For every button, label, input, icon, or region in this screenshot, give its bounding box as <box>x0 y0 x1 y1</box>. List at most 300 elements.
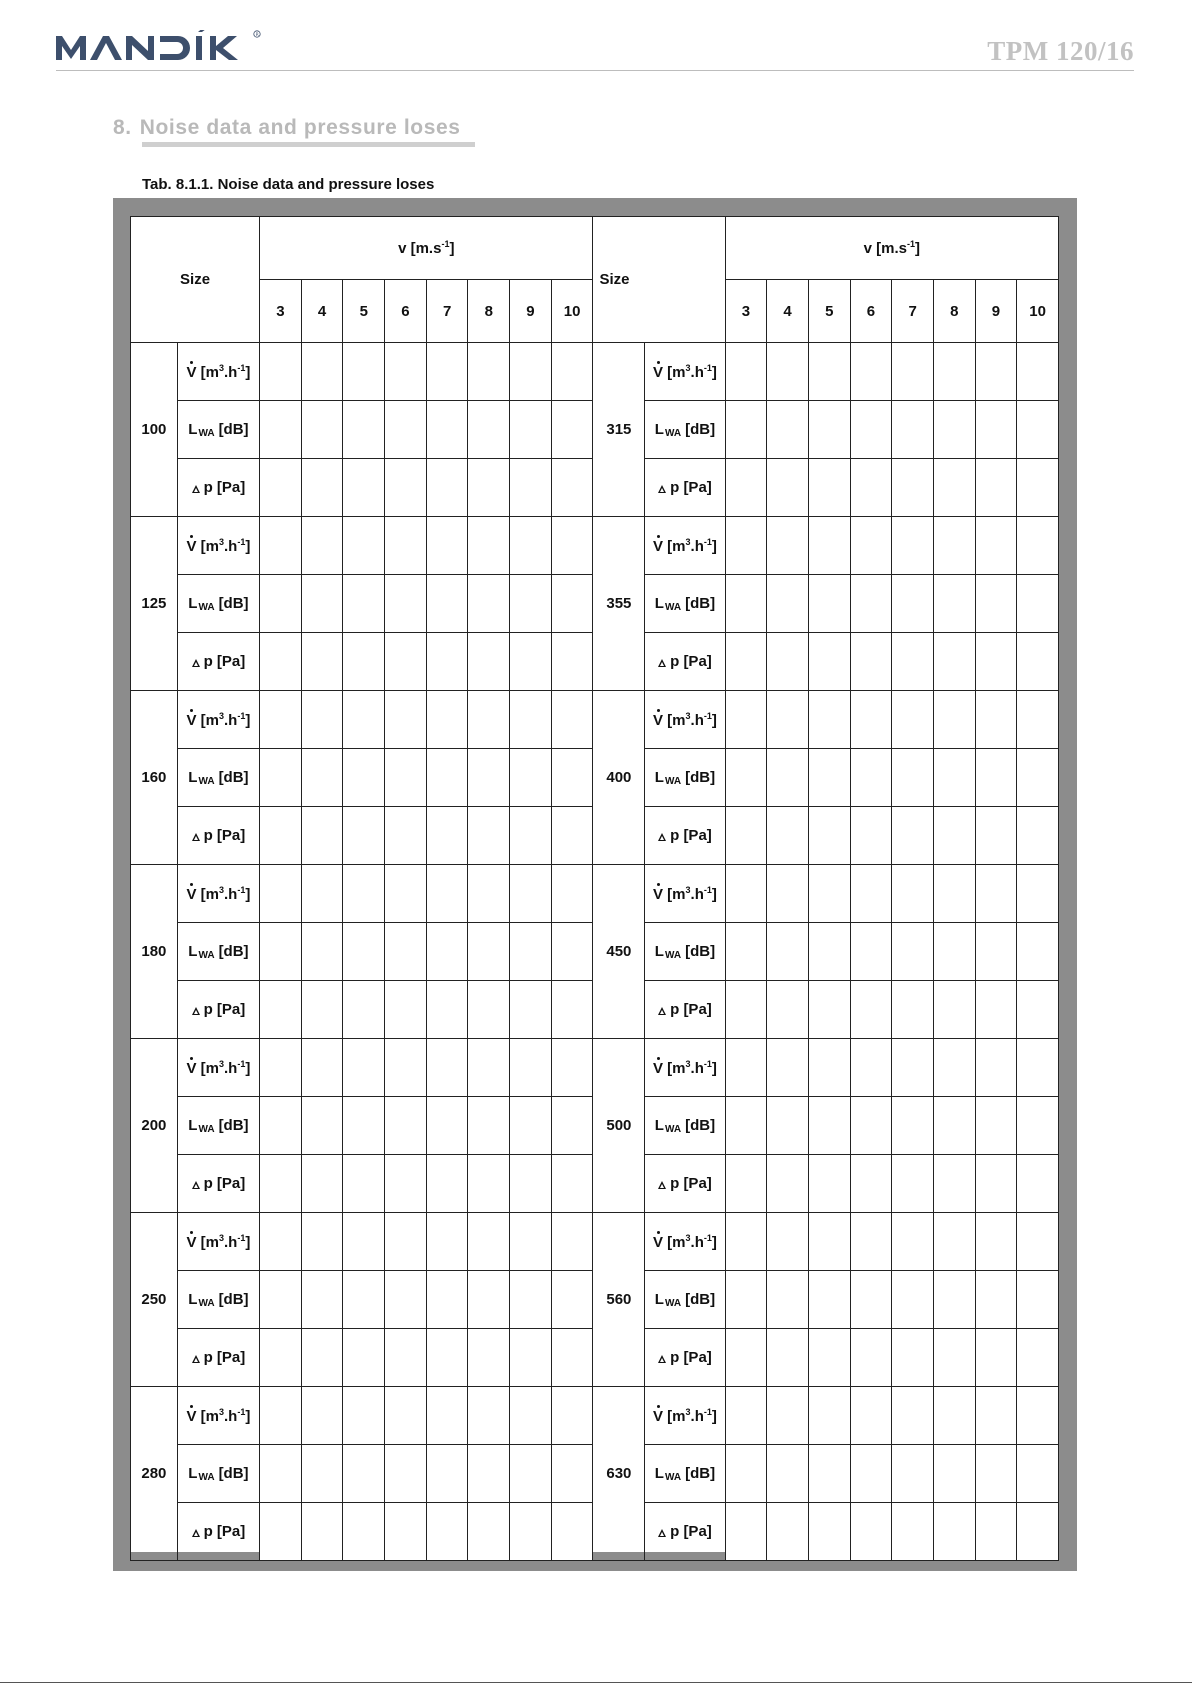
quantity-flow-label <box>645 1213 725 1271</box>
noise-subscript: WA <box>664 1123 682 1135</box>
quantity-noise-label <box>177 401 259 459</box>
data-cell <box>551 923 593 981</box>
flow-unit-mid: .h <box>690 711 704 729</box>
data-cell <box>850 401 892 459</box>
flow-symbol: V <box>186 885 197 903</box>
flow-unit-exp2: -1 <box>703 536 712 547</box>
data-cell <box>426 1097 468 1155</box>
data-cell <box>468 343 510 401</box>
quantity-noise-label <box>645 1097 725 1155</box>
data-cell <box>301 691 343 749</box>
data-cell <box>933 1271 975 1329</box>
data-cell <box>1017 1503 1059 1561</box>
data-cell <box>385 981 427 1039</box>
noise-symbol: L <box>654 942 664 960</box>
data-cell <box>260 923 302 981</box>
flow-unit-post: ] <box>711 1407 717 1425</box>
flow-unit-pre: [m <box>667 885 686 903</box>
quantity-flow-label <box>645 517 725 575</box>
data-cell <box>767 1213 809 1271</box>
flow-unit-exp1: 3 <box>219 710 225 721</box>
size-value-right: 400 <box>593 691 645 865</box>
quantity-noise-label <box>177 1097 259 1155</box>
data-cell <box>551 981 593 1039</box>
data-cell <box>975 923 1017 981</box>
pressure-symbol: p <box>670 653 680 670</box>
flow-unit-pre: [m <box>200 1059 219 1077</box>
noise-unit: [dB] <box>685 768 716 786</box>
flow-unit-pre: [m <box>200 1407 219 1425</box>
data-cell <box>468 401 510 459</box>
data-cell <box>892 1329 934 1387</box>
data-cell <box>933 401 975 459</box>
data-cell <box>468 981 510 1039</box>
data-cell <box>975 1271 1017 1329</box>
data-cell <box>767 749 809 807</box>
data-cell <box>850 923 892 981</box>
data-cell <box>426 807 468 865</box>
data-cell <box>260 1503 302 1561</box>
velocity-value: 6 <box>385 280 427 343</box>
data-cell <box>468 1445 510 1503</box>
data-cell <box>1017 1387 1059 1445</box>
data-cell <box>1017 865 1059 923</box>
noise-subscript: WA <box>198 601 215 613</box>
data-cell <box>260 459 302 517</box>
data-cell <box>551 1155 593 1213</box>
data-cell <box>426 1445 468 1503</box>
noise-subscript: WA <box>198 949 215 961</box>
data-cell <box>385 1445 427 1503</box>
noise-symbol: L <box>654 768 664 786</box>
data-cell <box>343 1503 385 1561</box>
data-cell <box>808 807 850 865</box>
data-cell <box>767 343 809 401</box>
delta-icon <box>658 1529 666 1537</box>
velocity-value: 10 <box>1017 280 1059 343</box>
data-cell <box>385 517 427 575</box>
pressure-unit: [Pa] <box>216 1523 246 1540</box>
data-cell <box>1017 1039 1059 1097</box>
footer-divider <box>0 1682 1192 1683</box>
data-cell <box>301 1213 343 1271</box>
document-code: TPM 120/16 <box>987 36 1134 66</box>
data-cell <box>343 691 385 749</box>
velocity-header-text: v [m.s <box>398 240 442 257</box>
flow-unit-pre: [m <box>667 711 686 729</box>
flow-unit-exp1: 3 <box>219 536 225 547</box>
velocity-header-left: v $[m.s^{-1}]$ <box>260 217 593 280</box>
data-cell <box>1017 981 1059 1039</box>
flow-unit-mid: .h <box>690 1407 704 1425</box>
data-cell <box>468 807 510 865</box>
data-cell <box>551 633 593 691</box>
delta-icon <box>192 1529 200 1537</box>
quantity-noise-label <box>645 575 725 633</box>
pressure-unit: [Pa] <box>683 1175 712 1192</box>
data-cell <box>892 1271 934 1329</box>
table-row <box>131 1387 1059 1445</box>
data-cell <box>933 981 975 1039</box>
data-cell <box>385 1503 427 1561</box>
flow-symbol: V <box>652 711 663 729</box>
noise-unit: [dB] <box>218 1116 249 1134</box>
pressure-unit: [Pa] <box>216 827 246 844</box>
data-cell <box>933 691 975 749</box>
velocity-value: 4 <box>301 280 343 343</box>
data-cell <box>551 749 593 807</box>
flow-unit-exp1: 3 <box>685 536 691 547</box>
data-cell <box>260 691 302 749</box>
data-cell <box>551 1213 593 1271</box>
data-cell <box>343 865 385 923</box>
data-cell <box>260 865 302 923</box>
quantity-pressure-label <box>177 633 259 691</box>
data-cell <box>385 749 427 807</box>
data-cell <box>301 1039 343 1097</box>
quantity-flow-label <box>645 691 725 749</box>
pressure-unit: [Pa] <box>216 479 246 496</box>
flow-unit-pre: [m <box>200 363 219 381</box>
data-cell <box>975 575 1017 633</box>
data-cell <box>343 1271 385 1329</box>
data-cell <box>933 1503 975 1561</box>
flow-unit-post: ] <box>245 1233 251 1251</box>
pressure-unit: [Pa] <box>683 1001 712 1018</box>
quantity-noise-label <box>177 1445 259 1503</box>
data-cell <box>301 923 343 981</box>
delta-icon <box>192 1007 200 1015</box>
flow-unit-post: ] <box>245 885 251 903</box>
flow-unit-pre: [m <box>200 711 219 729</box>
noise-unit: [dB] <box>685 1116 716 1134</box>
table-frame <box>113 198 1077 1571</box>
data-cell <box>385 1387 427 1445</box>
data-cell <box>426 343 468 401</box>
quantity-flow-label <box>177 517 259 575</box>
data-cell <box>510 343 552 401</box>
data-cell <box>850 459 892 517</box>
data-cell <box>767 517 809 575</box>
velocity-value: 3 <box>260 280 302 343</box>
flow-unit-post: ] <box>711 363 717 381</box>
data-cell <box>510 807 552 865</box>
table-caption: Tab. 8.1.1. Noise data and pressure loses <box>142 176 435 193</box>
data-cell <box>850 1039 892 1097</box>
pressure-unit: [Pa] <box>216 1175 246 1192</box>
pressure-unit: [Pa] <box>683 1523 712 1540</box>
data-cell <box>301 1503 343 1561</box>
noise-symbol: L <box>188 768 198 786</box>
data-cell <box>343 1445 385 1503</box>
data-cell <box>892 1039 934 1097</box>
data-cell <box>808 575 850 633</box>
flow-symbol: V <box>186 537 197 555</box>
quantity-pressure-label <box>177 1155 259 1213</box>
noise-symbol: L <box>188 942 198 960</box>
pressure-unit: [Pa] <box>216 1001 246 1018</box>
data-cell <box>933 923 975 981</box>
pressure-unit: [Pa] <box>683 653 712 670</box>
size-value-left: 250 <box>131 1213 178 1387</box>
quantity-flow-label <box>645 1039 725 1097</box>
data-cell <box>975 517 1017 575</box>
size-value-left: 100 <box>131 343 178 517</box>
data-cell <box>385 691 427 749</box>
quantity-noise-label <box>645 1445 725 1503</box>
data-cell <box>933 575 975 633</box>
flow-unit-mid: .h <box>224 1233 238 1251</box>
pressure-symbol: p <box>203 827 213 844</box>
noise-symbol: L <box>654 1290 664 1308</box>
flow-unit-post: ] <box>245 537 251 555</box>
quantity-pressure-label <box>645 981 725 1039</box>
data-cell <box>301 807 343 865</box>
data-cell <box>725 343 767 401</box>
data-cell <box>426 981 468 1039</box>
data-cell <box>975 401 1017 459</box>
data-cell <box>510 865 552 923</box>
data-cell <box>975 865 1017 923</box>
quantity-pressure-label <box>177 1503 259 1561</box>
size-header-right: Size <box>593 217 725 343</box>
section-heading <box>113 116 461 140</box>
flow-unit-mid: .h <box>690 1059 704 1077</box>
noise-symbol: L <box>188 1290 198 1308</box>
flow-unit-post: ] <box>711 1233 717 1251</box>
quantity-pressure-label <box>645 633 725 691</box>
data-cell <box>725 1445 767 1503</box>
pressure-symbol: p <box>203 479 213 496</box>
data-cell <box>767 923 809 981</box>
data-cell <box>551 1445 593 1503</box>
flow-unit-exp2: -1 <box>703 1058 712 1069</box>
data-cell <box>385 1329 427 1387</box>
data-cell <box>301 633 343 691</box>
quantity-noise-label <box>645 923 725 981</box>
data-cell <box>1017 401 1059 459</box>
mandik-logo <box>56 30 271 70</box>
pressure-unit: [Pa] <box>216 1349 246 1366</box>
data-cell <box>808 749 850 807</box>
data-cell <box>892 575 934 633</box>
noise-symbol: L <box>654 1464 664 1482</box>
data-cell <box>343 575 385 633</box>
noise-symbol: L <box>654 1116 664 1134</box>
noise-subscript: WA <box>664 601 682 613</box>
data-cell <box>551 401 593 459</box>
flow-symbol: V <box>652 885 663 903</box>
data-cell <box>385 459 427 517</box>
data-cell <box>975 981 1017 1039</box>
quantity-pressure-label <box>645 1503 725 1561</box>
data-cell <box>767 691 809 749</box>
pressure-symbol: p <box>203 1001 213 1018</box>
noise-subscript: WA <box>664 949 682 961</box>
data-cell <box>933 1213 975 1271</box>
data-cell <box>426 1329 468 1387</box>
data-cell <box>767 1097 809 1155</box>
data-cell <box>301 343 343 401</box>
data-cell <box>808 633 850 691</box>
data-cell <box>850 343 892 401</box>
quantity-pressure-label <box>177 1329 259 1387</box>
data-cell <box>808 1329 850 1387</box>
data-cell <box>1017 1097 1059 1155</box>
data-cell <box>725 749 767 807</box>
data-cell <box>510 1039 552 1097</box>
flow-unit-exp2: -1 <box>237 1058 246 1069</box>
pressure-symbol: p <box>670 1349 680 1366</box>
delta-icon <box>658 833 666 841</box>
quantity-flow-label <box>645 1387 725 1445</box>
quantity-pressure-label <box>645 807 725 865</box>
data-cell <box>1017 633 1059 691</box>
data-cell <box>260 749 302 807</box>
data-cell <box>850 575 892 633</box>
data-cell <box>808 981 850 1039</box>
data-cell <box>1017 1155 1059 1213</box>
section-number: 8. <box>113 116 132 139</box>
data-cell <box>808 1213 850 1271</box>
flow-symbol: V <box>186 1407 197 1425</box>
velocity-value: 7 <box>892 280 934 343</box>
data-cell <box>975 749 1017 807</box>
data-cell <box>1017 923 1059 981</box>
noise-subscript: WA <box>198 1123 215 1135</box>
data-cell <box>468 1097 510 1155</box>
data-cell <box>725 691 767 749</box>
quantity-flow-label <box>177 343 259 401</box>
data-cell <box>850 1329 892 1387</box>
flow-unit-post: ] <box>245 1407 251 1425</box>
data-cell <box>510 1329 552 1387</box>
quantity-pressure-label <box>177 459 259 517</box>
data-cell <box>426 865 468 923</box>
data-cell <box>975 1445 1017 1503</box>
data-cell <box>426 575 468 633</box>
data-cell <box>510 1271 552 1329</box>
data-cell <box>468 1503 510 1561</box>
size-value-left: 280 <box>131 1387 178 1561</box>
delta-icon <box>658 1007 666 1015</box>
delta-icon <box>192 659 200 667</box>
data-cell <box>975 1097 1017 1155</box>
flow-unit-exp2: -1 <box>703 710 712 721</box>
data-cell <box>892 1387 934 1445</box>
delta-icon <box>192 1181 200 1189</box>
data-cell <box>725 923 767 981</box>
flow-unit-exp1: 3 <box>685 710 691 721</box>
data-cell <box>301 749 343 807</box>
data-cell <box>892 981 934 1039</box>
noise-subscript: WA <box>198 427 215 439</box>
data-cell <box>892 517 934 575</box>
noise-unit: [dB] <box>218 942 249 960</box>
delta-icon <box>192 833 200 841</box>
data-cell <box>933 1155 975 1213</box>
delta-icon <box>658 659 666 667</box>
flow-symbol: V <box>186 1233 197 1251</box>
data-cell <box>468 575 510 633</box>
size-value-right: 500 <box>593 1039 645 1213</box>
data-cell <box>468 1387 510 1445</box>
data-cell <box>343 923 385 981</box>
data-cell <box>1017 1271 1059 1329</box>
data-cell <box>343 1213 385 1271</box>
data-cell <box>468 691 510 749</box>
quantity-pressure-label <box>177 981 259 1039</box>
data-cell <box>426 1213 468 1271</box>
data-cell <box>301 1155 343 1213</box>
flow-unit-mid: .h <box>690 1233 704 1251</box>
flow-unit-mid: .h <box>224 537 238 555</box>
data-cell <box>850 517 892 575</box>
quantity-flow-label <box>645 865 725 923</box>
data-cell <box>551 1097 593 1155</box>
quantity-pressure-label <box>645 1329 725 1387</box>
data-cell <box>343 517 385 575</box>
data-cell <box>426 1155 468 1213</box>
size-value-right: 630 <box>593 1387 645 1561</box>
flow-unit-exp2: -1 <box>703 1232 712 1243</box>
svg-text:R: R <box>255 32 259 38</box>
flow-unit-post: ] <box>245 363 251 381</box>
noise-subscript: WA <box>198 1297 215 1309</box>
data-cell <box>808 1155 850 1213</box>
noise-subscript: WA <box>664 775 682 787</box>
data-cell <box>975 1387 1017 1445</box>
data-cell <box>1017 343 1059 401</box>
delta-icon <box>192 485 200 493</box>
data-cell <box>892 459 934 517</box>
flow-unit-exp2: -1 <box>237 1232 246 1243</box>
noise-unit: [dB] <box>218 1464 249 1482</box>
data-cell <box>892 1155 934 1213</box>
flow-unit-mid: .h <box>224 1059 238 1077</box>
data-cell <box>725 1271 767 1329</box>
quantity-noise-label <box>177 1271 259 1329</box>
data-cell <box>343 749 385 807</box>
velocity-exponent: -1 <box>441 239 450 249</box>
flow-unit-post: ] <box>245 711 251 729</box>
data-cell <box>933 1445 975 1503</box>
quantity-noise-label <box>645 1271 725 1329</box>
data-cell <box>301 1271 343 1329</box>
velocity-value: 10 <box>551 280 593 343</box>
data-cell <box>767 1155 809 1213</box>
pressure-unit: [Pa] <box>683 827 712 844</box>
data-cell <box>551 517 593 575</box>
data-cell <box>767 633 809 691</box>
size-value-left: 200 <box>131 1039 178 1213</box>
data-cell <box>892 865 934 923</box>
data-cell <box>1017 459 1059 517</box>
flow-unit-mid: .h <box>690 885 704 903</box>
data-cell <box>933 1039 975 1097</box>
data-cell <box>933 1329 975 1387</box>
size-value-left: 125 <box>131 517 178 691</box>
table-row <box>131 343 1059 401</box>
quantity-noise-label <box>645 749 725 807</box>
flow-unit-mid: .h <box>224 711 238 729</box>
flow-symbol: V <box>652 363 663 381</box>
data-cell <box>1017 1329 1059 1387</box>
data-cell <box>260 575 302 633</box>
data-cell <box>808 1503 850 1561</box>
data-cell <box>725 1387 767 1445</box>
flow-unit-mid: .h <box>690 363 704 381</box>
